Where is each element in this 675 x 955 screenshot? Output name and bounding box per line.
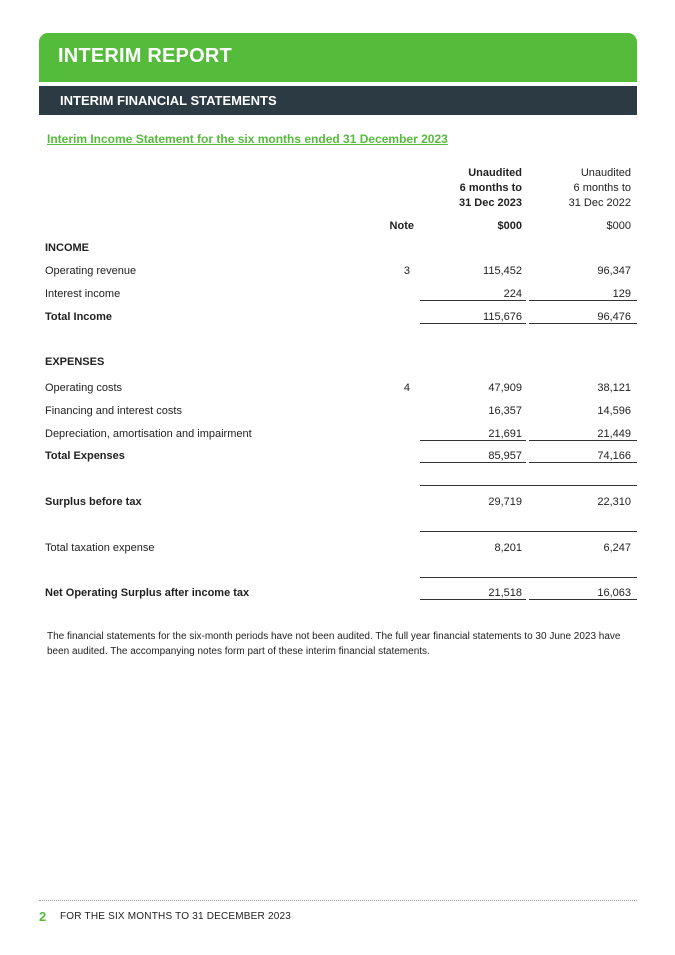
row-interest-income-prev: 129 bbox=[612, 288, 631, 300]
row-interest-income-cur: 224 bbox=[503, 288, 522, 300]
surplus-before-tax-label: Surplus before tax bbox=[45, 496, 142, 508]
income-heading: INCOME bbox=[45, 242, 89, 254]
col2-header-line3: 31 Dec 2022 bbox=[568, 197, 631, 209]
rule bbox=[420, 531, 637, 532]
row-operating-costs-prev: 38,121 bbox=[597, 382, 631, 394]
total-income-cur: 115,676 bbox=[483, 311, 522, 323]
col2-header-line1: Unaudited bbox=[580, 167, 631, 179]
net-surplus-cur: 21,518 bbox=[488, 587, 522, 599]
surplus-before-tax-cur: 29,719 bbox=[488, 496, 522, 508]
rule bbox=[420, 462, 526, 463]
row-financing-costs-label: Financing and interest costs bbox=[45, 405, 182, 417]
net-surplus-prev: 16,063 bbox=[597, 587, 631, 599]
rule bbox=[420, 599, 526, 600]
section-title: INTERIM FINANCIAL STATEMENTS bbox=[60, 93, 277, 108]
rule bbox=[529, 462, 637, 463]
rule bbox=[529, 323, 637, 324]
rule bbox=[420, 577, 637, 578]
col2-unit: $000 bbox=[606, 220, 631, 232]
row-operating-revenue-label: Operating revenue bbox=[45, 265, 137, 277]
row-operating-revenue-prev: 96,347 bbox=[597, 265, 631, 277]
total-expenses-prev: 74,166 bbox=[597, 450, 631, 462]
page-number: 2 bbox=[39, 909, 47, 924]
row-depreciation-cur: 21,691 bbox=[488, 428, 522, 440]
col1-header-line2: 6 months to bbox=[459, 182, 522, 194]
row-operating-costs-label: Operating costs bbox=[45, 382, 123, 394]
net-surplus-label: Net Operating Surplus after income tax bbox=[45, 587, 250, 599]
total-income-label: Total Income bbox=[45, 311, 113, 323]
col1-header-line1: Unaudited bbox=[468, 167, 522, 179]
section-banner bbox=[39, 86, 637, 115]
row-financing-costs-cur: 16,357 bbox=[488, 405, 522, 417]
rule bbox=[420, 300, 526, 301]
footer-divider bbox=[39, 900, 637, 901]
rule bbox=[420, 485, 637, 486]
col1-header-line3: 31 Dec 2023 bbox=[459, 197, 522, 209]
rule bbox=[529, 599, 637, 600]
row-operating-costs-cur: 47,909 bbox=[488, 382, 522, 394]
total-income-prev: 96,476 bbox=[597, 311, 631, 323]
note-header: Note bbox=[389, 220, 414, 232]
report-banner bbox=[39, 33, 637, 82]
row-operating-revenue-cur: 115,452 bbox=[483, 265, 522, 277]
taxation-prev: 6,247 bbox=[603, 542, 631, 554]
statement-title: Interim Income Statement for the six months ended 31 December 2023 bbox=[47, 132, 448, 146]
total-expenses-cur: 85,957 bbox=[488, 450, 522, 462]
row-interest-income-label: Interest income bbox=[45, 288, 121, 300]
row-depreciation-prev: 21,449 bbox=[597, 428, 631, 440]
col2-header-line2: 6 months to bbox=[573, 182, 631, 194]
row-operating-revenue-note: 3 bbox=[403, 265, 410, 277]
footer-text: FOR THE SIX MONTHS TO 31 DECEMBER 2023 bbox=[60, 911, 291, 922]
total-expenses-label: Total Expenses bbox=[45, 450, 125, 462]
report-title: INTERIM REPORT bbox=[58, 45, 232, 67]
statement-footnote: The financial statements for the six-month periods have not been audited. The full year financial statements to 30 June 2023 have been audited. The accompanying notes form part of these interim financial statements. bbox=[47, 631, 621, 657]
surplus-before-tax-prev: 22,310 bbox=[597, 496, 631, 508]
row-operating-costs-note: 4 bbox=[403, 382, 410, 394]
col1-unit: $000 bbox=[497, 220, 522, 232]
row-depreciation-label: Depreciation, amortisation and impairment bbox=[45, 428, 252, 440]
rule bbox=[529, 300, 637, 301]
taxation-label: Total taxation expense bbox=[45, 542, 155, 554]
row-financing-costs-prev: 14,596 bbox=[597, 405, 631, 417]
taxation-cur: 8,201 bbox=[494, 542, 522, 554]
rule bbox=[420, 440, 526, 441]
rule bbox=[420, 323, 526, 324]
rule bbox=[529, 440, 637, 441]
expenses-heading: EXPENSES bbox=[45, 356, 105, 368]
